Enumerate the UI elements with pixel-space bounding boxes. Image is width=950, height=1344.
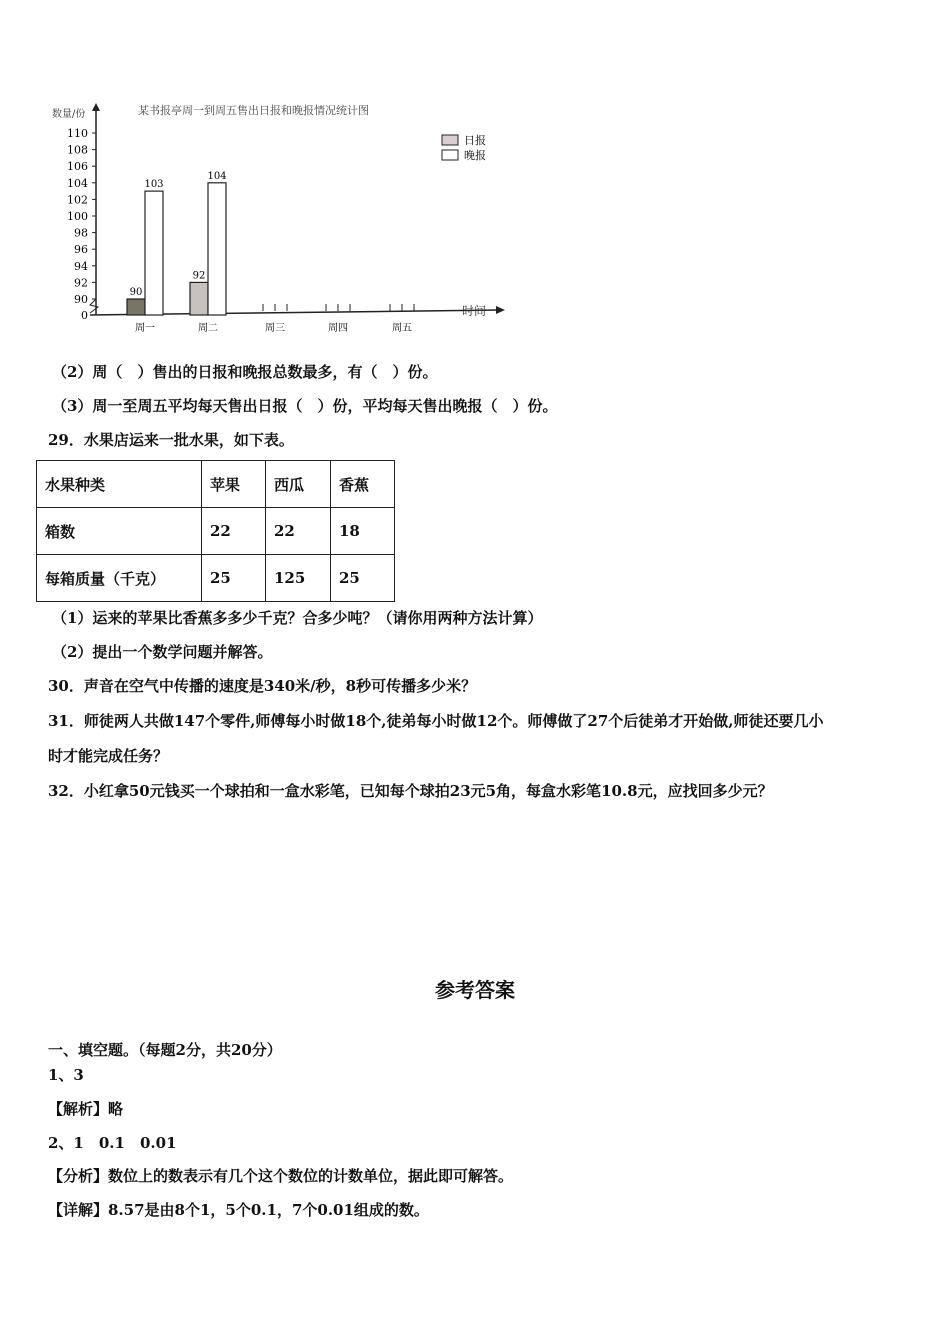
- table-cell: 18: [331, 508, 395, 555]
- bar-value-label: 92: [192, 270, 206, 282]
- y-tick-label: 108: [67, 143, 88, 157]
- legend-evening: 晚报: [464, 149, 486, 162]
- bar-chart: [40, 95, 510, 340]
- y-axis-label: 数量/份: [52, 109, 86, 120]
- bar-daily: [190, 282, 208, 315]
- table-cell: 箱数: [37, 508, 202, 555]
- x-axis-arrow-icon: [496, 306, 505, 314]
- x-tick-label: 周三: [265, 323, 285, 334]
- bar-evening: [145, 191, 163, 315]
- bar-value-label: 104: [207, 170, 227, 182]
- table-cell: 25: [202, 555, 266, 602]
- table-row: [37, 461, 395, 508]
- answer-2-detail: 【详解】8.57是由8个1，5个0.1，7个0.01组成的数。: [48, 1201, 429, 1219]
- answers-section: 一、填空题。（每题2分，共20分）: [48, 1041, 282, 1059]
- bar-value-label: 103: [144, 179, 164, 191]
- x-tick-label: 周五: [392, 323, 412, 334]
- x-tick-label: 周四: [328, 323, 348, 334]
- y-tick-label: 100: [67, 210, 88, 223]
- table-cell: 22: [266, 508, 331, 555]
- question-29: 29．水果店运来一批水果，如下表。: [48, 431, 294, 449]
- question-31: 31．师徒两人共做147个零件,师傅每小时做18个,徒弟每小时做12个。师傅做了27个后徒弟才开始做,师徒还要几小: [48, 712, 824, 730]
- y-tick-label: 110: [67, 127, 88, 140]
- y-tick-label: 0: [81, 309, 88, 322]
- y-tick-label: 102: [67, 193, 88, 207]
- question-30: 30．声音在空气中传播的速度是340米/秒，8秒可传播多少米？: [48, 677, 477, 695]
- table-row: [37, 555, 395, 602]
- bar-evening: [208, 183, 226, 315]
- question-29-1: （1）运来的苹果比香蕉多多少千克？合多少吨？（请你用两种方法计算）: [52, 609, 543, 627]
- y-tick-label: 98: [74, 226, 88, 240]
- table-cell: 125: [266, 555, 331, 602]
- table-cell: 水果种类: [37, 461, 202, 508]
- axis-break-icon: [90, 299, 98, 313]
- bar-daily: [127, 299, 145, 315]
- x-tick-label: 周一: [135, 323, 155, 334]
- answer-2-analysis: 【分析】数位上的数表示有几个这个数位的计数单位，据此即可解答。: [48, 1167, 514, 1185]
- x-tick-label: 周二: [198, 323, 218, 334]
- table-cell: 苹果: [202, 461, 266, 508]
- question-29-2: （2）提出一个数学问题并解答。: [52, 643, 273, 661]
- y-tick-label: 90: [74, 293, 88, 306]
- answer-2: 2、1 0.1 0.01: [48, 1134, 177, 1152]
- y-tick-label: 104: [67, 176, 88, 190]
- y-tick-label: 94: [74, 259, 88, 273]
- x-axis-label: 时间: [462, 304, 487, 318]
- table-cell: 每箱质量（千克）: [37, 555, 202, 602]
- bar-value-label: 90: [129, 287, 143, 298]
- y-tick-label: 92: [74, 276, 88, 290]
- table-cell: 25: [331, 555, 395, 602]
- question-32: 32．小红拿50元钱买一个球拍和一盒水彩笔，已知每个球拍23元5角，每盒水彩笔10.8元，应找回多少元？: [48, 782, 773, 800]
- table-row: [37, 508, 395, 555]
- question-31-cont: 时才能完成任务？: [48, 747, 169, 765]
- y-axis-arrow-icon: [92, 103, 100, 111]
- chart-title: 某书报亭周一到周五售出日报和晚报情况统计图: [138, 104, 369, 117]
- y-tick-label: 106: [67, 160, 88, 174]
- question-3: （3）周一至周五平均每天售出日报（ ）份，平均每天售出晚报（ ）份。: [52, 397, 558, 415]
- question-2: （2）周（ ）售出的日报和晚报总数最多，有（ ）份。: [52, 363, 438, 381]
- answer-1-note: 【解析】略: [48, 1100, 124, 1118]
- fruit-table: [36, 460, 395, 602]
- y-tick-label: 96: [74, 243, 88, 257]
- legend-swatch-daily: [442, 135, 458, 145]
- table-cell: 22: [202, 508, 266, 555]
- table-cell: 香蕉: [331, 461, 395, 508]
- legend-swatch-evening: [442, 150, 458, 160]
- legend-daily: 日报: [464, 134, 486, 147]
- answer-1: 1、3: [48, 1066, 84, 1084]
- answers-title: 参考答案: [435, 978, 515, 1002]
- table-cell: 西瓜: [266, 461, 331, 508]
